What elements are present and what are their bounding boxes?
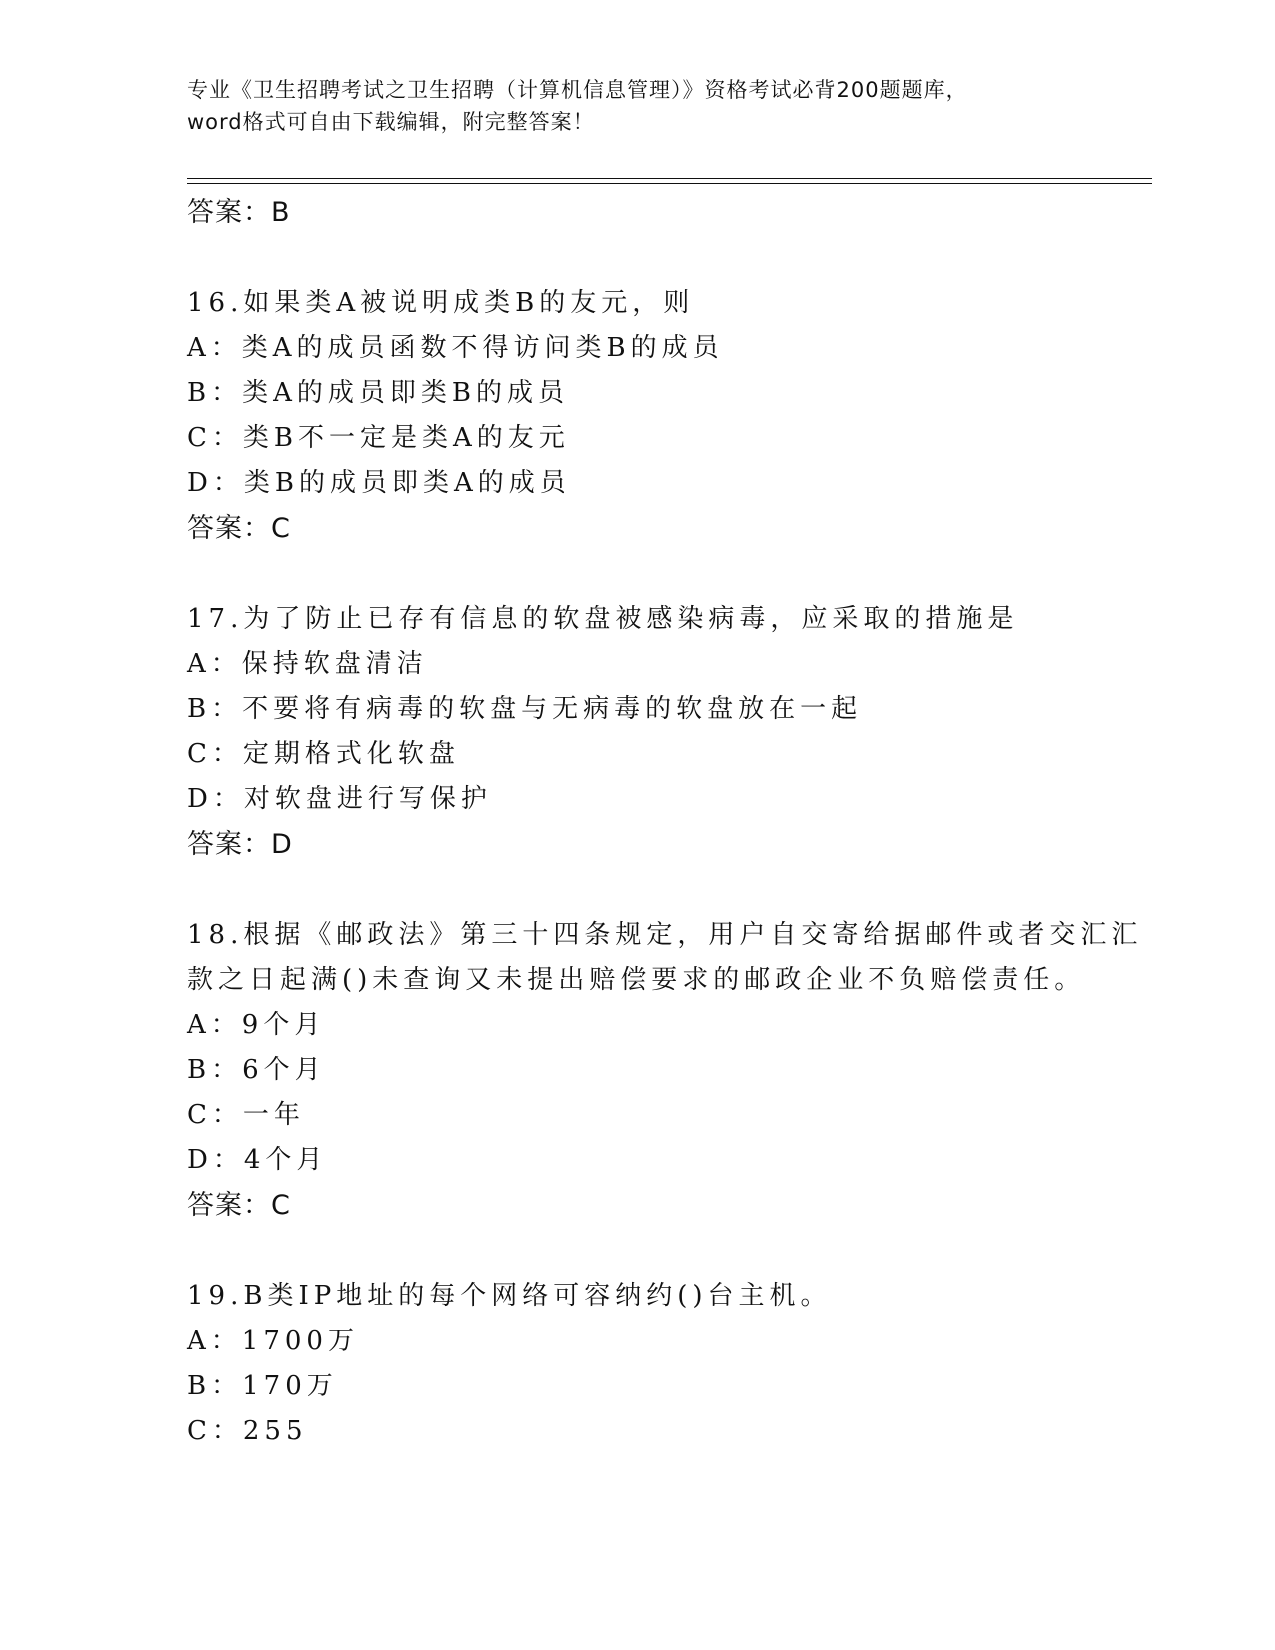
question-19 <box>187 1274 1157 1454</box>
answer: 答案：D <box>187 829 293 860</box>
option-a: A：1700万 <box>187 1326 359 1356</box>
option-c: C：255 <box>187 1416 308 1446</box>
answer: 答案：C <box>187 513 291 544</box>
question-16 <box>187 281 1157 551</box>
option-d: D：4个月 <box>187 1145 328 1175</box>
option-c: C：类B不一定是类A的友元 <box>187 423 570 453</box>
question-list <box>187 190 1157 1454</box>
previous-answer: 答案：B <box>187 197 291 228</box>
question-18 <box>187 913 1157 1228</box>
question-17 <box>187 597 1157 867</box>
option-b: B：170万 <box>187 1371 338 1401</box>
header-line-2: word格式可自由下载编辑，附完整答案！ <box>187 110 595 134</box>
option-b: B：6个月 <box>187 1055 326 1085</box>
header-rule-top <box>187 178 1152 179</box>
answer: 答案：C <box>187 1190 291 1221</box>
question-text-line-2: 款之日起满()未查询又未提出赔偿要求的邮政企业不负赔偿责任。 <box>187 965 1086 995</box>
header-rule-bottom <box>187 183 1152 184</box>
document-header <box>187 74 1087 138</box>
question-text: 17.为了防止已存有信息的软盘被感染病毒，应采取的措施是 <box>187 604 1019 634</box>
option-c: C：定期格式化软盘 <box>187 739 460 769</box>
option-a: A：保持软盘清洁 <box>187 649 428 679</box>
question-text: 16.如果类A被说明成类B的友元，则 <box>187 288 695 318</box>
question-text: 19.B类IP地址的每个网络可容纳约()台主机。 <box>187 1281 832 1311</box>
option-b: B：类A的成员即类B的成员 <box>187 378 569 408</box>
option-a: A：9个月 <box>187 1010 326 1040</box>
option-c: C：一年 <box>187 1100 305 1130</box>
option-d: D：对软盘进行写保护 <box>187 784 492 814</box>
question-text-line-1: 18.根据《邮政法》第三十四条规定，用户自交寄给据邮件或者交汇汇 <box>187 920 1143 950</box>
option-b: B：不要将有病毒的软盘与无病毒的软盘放在一起 <box>187 694 863 724</box>
header-line-1: 专业《卫生招聘考试之卫生招聘（计算机信息管理）》资格考试必背200题题库， <box>187 78 968 102</box>
option-d: D：类B的成员即类A的成员 <box>187 468 571 498</box>
option-a: A：类A的成员函数不得访问类B的成员 <box>187 333 724 363</box>
